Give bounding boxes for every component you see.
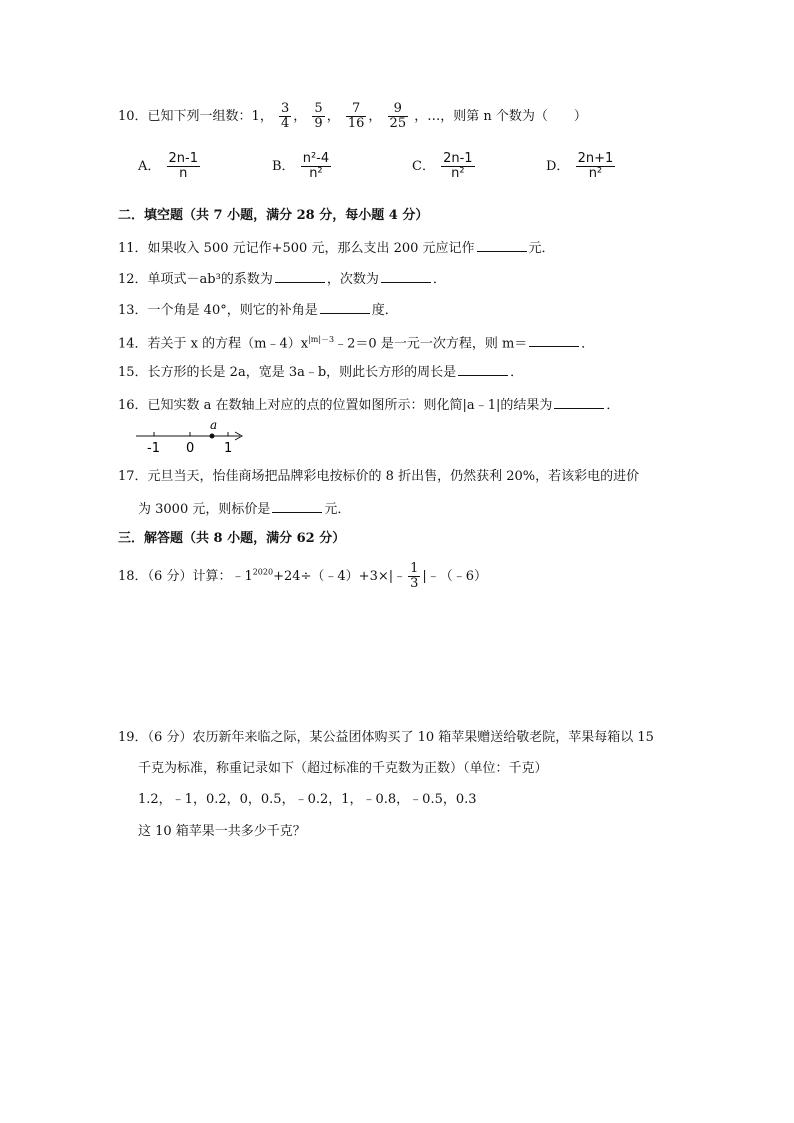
q10-seq-frac-2 (312, 102, 324, 131)
q10-seq-frac-4 (388, 102, 409, 131)
q18-frac (408, 562, 420, 591)
q12-text: 12．单项式－ab³的系数为 (118, 272, 273, 287)
question-19-data: 1.2，﹣1，0.2，0，0.5，﹣0.2，1，﹣0.8，﹣0.5，0.3 (138, 792, 477, 807)
q14-text-2: ﹣2＝0 是一元一次方程，则 m＝ (334, 336, 528, 352)
answer-blank[interactable] (275, 268, 325, 283)
q15-text: 15．长方形的长是 2a，宽是 3a﹣b，则此长方形的周长是 (118, 365, 457, 380)
option-frac (576, 152, 616, 181)
q18-text: 18．（6 分）计算：﹣1 (118, 569, 253, 584)
tick-label-0: 0 (186, 441, 195, 456)
sep: ， (326, 109, 340, 124)
answer-blank[interactable] (320, 299, 370, 314)
frac-den: 25 (389, 116, 407, 131)
option-d[interactable] (546, 152, 617, 181)
frac-den: 3 (410, 576, 419, 591)
frac-num: n²-4 (302, 151, 330, 166)
option-frac (301, 152, 331, 181)
question-19-line-2: 千克为标准，称重记录如下（超过标准的千克数为正数）（单位：千克） (138, 761, 548, 776)
point-a-label: a (210, 418, 218, 432)
option-a[interactable] (138, 152, 202, 181)
q11-unit: 元． (528, 241, 555, 256)
question-18 (118, 562, 487, 591)
frac-num: 5 (314, 101, 323, 116)
section-3-heading: 三．解答题（共 8 小题，满分 62 分） (118, 531, 346, 546)
option-frac (441, 152, 474, 181)
frac-num: 3 (280, 101, 290, 116)
answer-blank[interactable] (529, 332, 579, 347)
q11-text: 11．如果收入 500 元记作+500 元，那么支出 200 元应记作 (118, 241, 475, 256)
q17-text: 为 3000 元，则标价是 (138, 502, 271, 517)
frac-num: 7 (346, 102, 367, 117)
frac-num: 9 (388, 102, 409, 117)
frac-den: n² (451, 166, 465, 181)
q18-text-3: |﹣（﹣6） (422, 569, 488, 584)
question-13 (118, 299, 398, 321)
option-c[interactable] (412, 152, 477, 181)
q17-unit: 元． (324, 502, 351, 517)
question-19-line-4: 这 10 箱苹果一共多少千克？ (138, 824, 306, 839)
question-10-stem (118, 102, 587, 131)
answer-blank[interactable] (554, 394, 604, 409)
q10-seq-frac-3 (346, 102, 367, 131)
answer-blank[interactable] (477, 237, 527, 252)
question-12 (118, 268, 446, 290)
question-16 (118, 394, 619, 416)
question-17-line-2 (138, 498, 350, 520)
q10-suffix: ，…，则第 n 个数为（ ） (414, 109, 587, 124)
q12-end: ． (432, 272, 446, 287)
exponent: 2020 (252, 567, 274, 577)
point-a (210, 434, 215, 439)
number-line-figure (132, 418, 252, 458)
frac-den: n² (588, 166, 603, 181)
q15-end: ． (510, 365, 524, 380)
frac-num: 2n-1 (168, 151, 199, 166)
question-17-line-1: 17．元旦当天，怡佳商场把品牌彩电按标价的 8 折出售，仍然获利 20%，若该彩电的进价 (118, 469, 640, 484)
option-frac (167, 152, 200, 181)
option-letter: A． (138, 159, 161, 174)
frac-den: 9 (314, 116, 323, 131)
answer-blank[interactable] (458, 361, 508, 376)
q14-end: ． (581, 336, 595, 352)
sep: ， (293, 109, 307, 124)
frac-num: 1 (410, 561, 419, 576)
option-letter: B． (272, 159, 295, 174)
frac-den: 16 (347, 116, 365, 131)
q13-unit: 度． (371, 303, 398, 318)
option-b[interactable] (272, 152, 333, 181)
frac-num: 2n-1 (443, 151, 473, 166)
question-19-line-1: 19．（6 分）农历新年来临之际，某公益团体购买了 10 箱苹果赠送给敬老院，苹果每箱以 15 (118, 730, 654, 745)
tick-label-1: 1 (224, 441, 233, 456)
sep: ， (368, 109, 382, 124)
answer-blank[interactable] (272, 498, 322, 513)
exponent: |m|－3 (308, 335, 335, 344)
option-letter: D． (546, 159, 570, 174)
frac-den: 4 (280, 116, 290, 131)
q12-text-2: ，次数为 (326, 272, 379, 287)
frac-num: 2n+1 (577, 151, 614, 166)
q18-text-2: +24÷（﹣4）+3×|﹣ (273, 569, 407, 584)
q10-prefix: 10．已知下列一组数：1， (118, 109, 273, 124)
section-2-heading: 二．填空题（共 7 小题，满分 28 分，每小题 4 分） (118, 208, 429, 223)
q10-seq-frac-1 (279, 102, 291, 131)
answer-blank[interactable] (381, 268, 431, 283)
frac-den: n² (309, 166, 323, 181)
option-letter: C． (412, 159, 435, 174)
q14-text: 14．若关于 x 的方程（m﹣4）x (118, 336, 309, 352)
question-15 (118, 361, 523, 383)
question-11 (118, 237, 555, 259)
frac-den: n (179, 166, 188, 181)
tick-label-minus-1: -1 (147, 441, 160, 456)
q13-text: 13．一个角是 40°，则它的补角是 (118, 303, 318, 318)
q16-text: 16．已知实数 a 在数轴上对应的点的位置如图所示：则化简|a﹣1|的结果为 (118, 398, 553, 413)
q16-end: ． (606, 398, 620, 413)
question-14 (118, 330, 594, 354)
